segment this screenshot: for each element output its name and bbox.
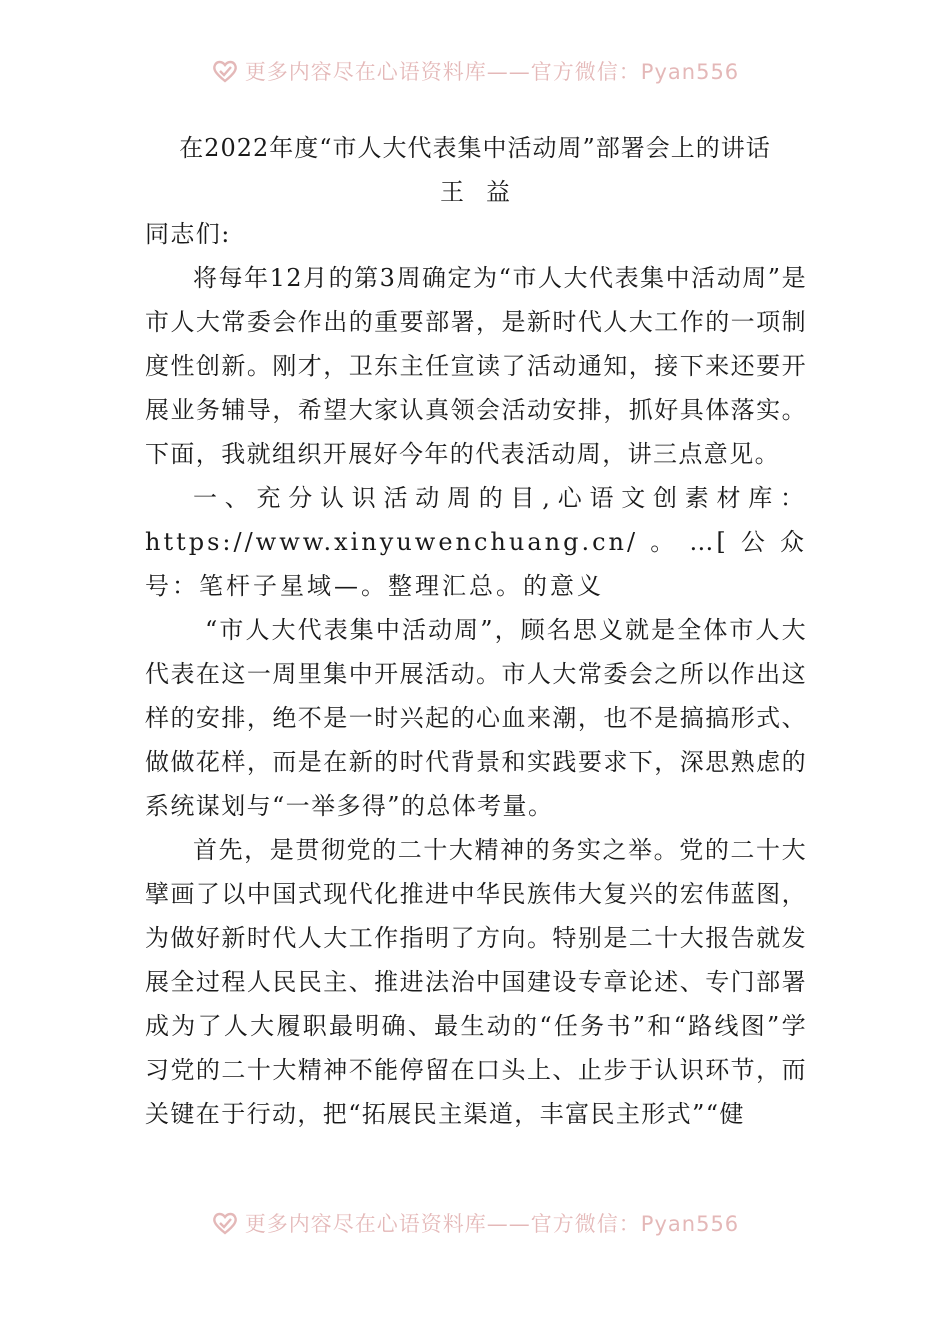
watermark-text: 更多内容尽在心语资料库——官方微信：Pyan556: [244, 60, 740, 84]
paragraph: 首先，是贯彻党的二十大精神的务实之举。党的二十大擘画了以中国式现代化推进中华民族伟大复兴的宏伟蓝图，为做好新时代人大工作指明了方向。特别是二十大报告就发展全过程人民民主、推进法治中国建设专章论述、专门部署成为了人大履职最明确、最生动的“任务书”和“路线图”学习党的二十大精神不能停留在口头上、止步于认识环节，而关键在于行动，把“拓展民主渠道，丰富民主形式”“健: [145, 836, 807, 1128]
paragraph: “市人大代表集中活动周”，顾名思义就是全体市人大代表在这一周里集中开展活动。市人大常委会之所以作出这样的安排，绝不是一时兴起的心血来潮，也不是搞搞形式、做做花样，而是在新的时代背景和实践要求下，深思熟虑的系统谋划与“一举多得”的总体考量。: [145, 616, 807, 820]
heart-logo-icon: [211, 1211, 239, 1235]
document-title: 在2022年度“市人大代表集中活动周”部署会上的讲话: [179, 134, 771, 162]
watermark-text: 更多内容尽在心语资料库——官方微信：Pyan556: [244, 1212, 740, 1236]
document-author: 王益: [440, 178, 532, 206]
footer-watermark: [0, 1208, 950, 1238]
header-watermark: [0, 56, 950, 86]
document-body: [145, 212, 807, 1136]
salutation: 同志们:: [145, 220, 231, 248]
heart-logo-icon: [211, 59, 239, 83]
section-heading: 一、充分认识活动周的目,心语文创素材库：https://www.xinyuwenchuang.cn/。…[公众号：笔杆子星域—。整理汇总。的意义: [145, 484, 807, 600]
paragraph: 将每年12月的第3周确定为“市人大代表集中活动周”是市人大常委会作出的重要部署，是新时代人大工作的一项制度性创新。刚才，卫东主任宣读了活动通知，接下来还要开展业务辅导，希望大家认真领会活动安排，抓好具体落实。下面，我就组织开展好今年的代表活动周，讲三点意见。: [145, 264, 807, 468]
